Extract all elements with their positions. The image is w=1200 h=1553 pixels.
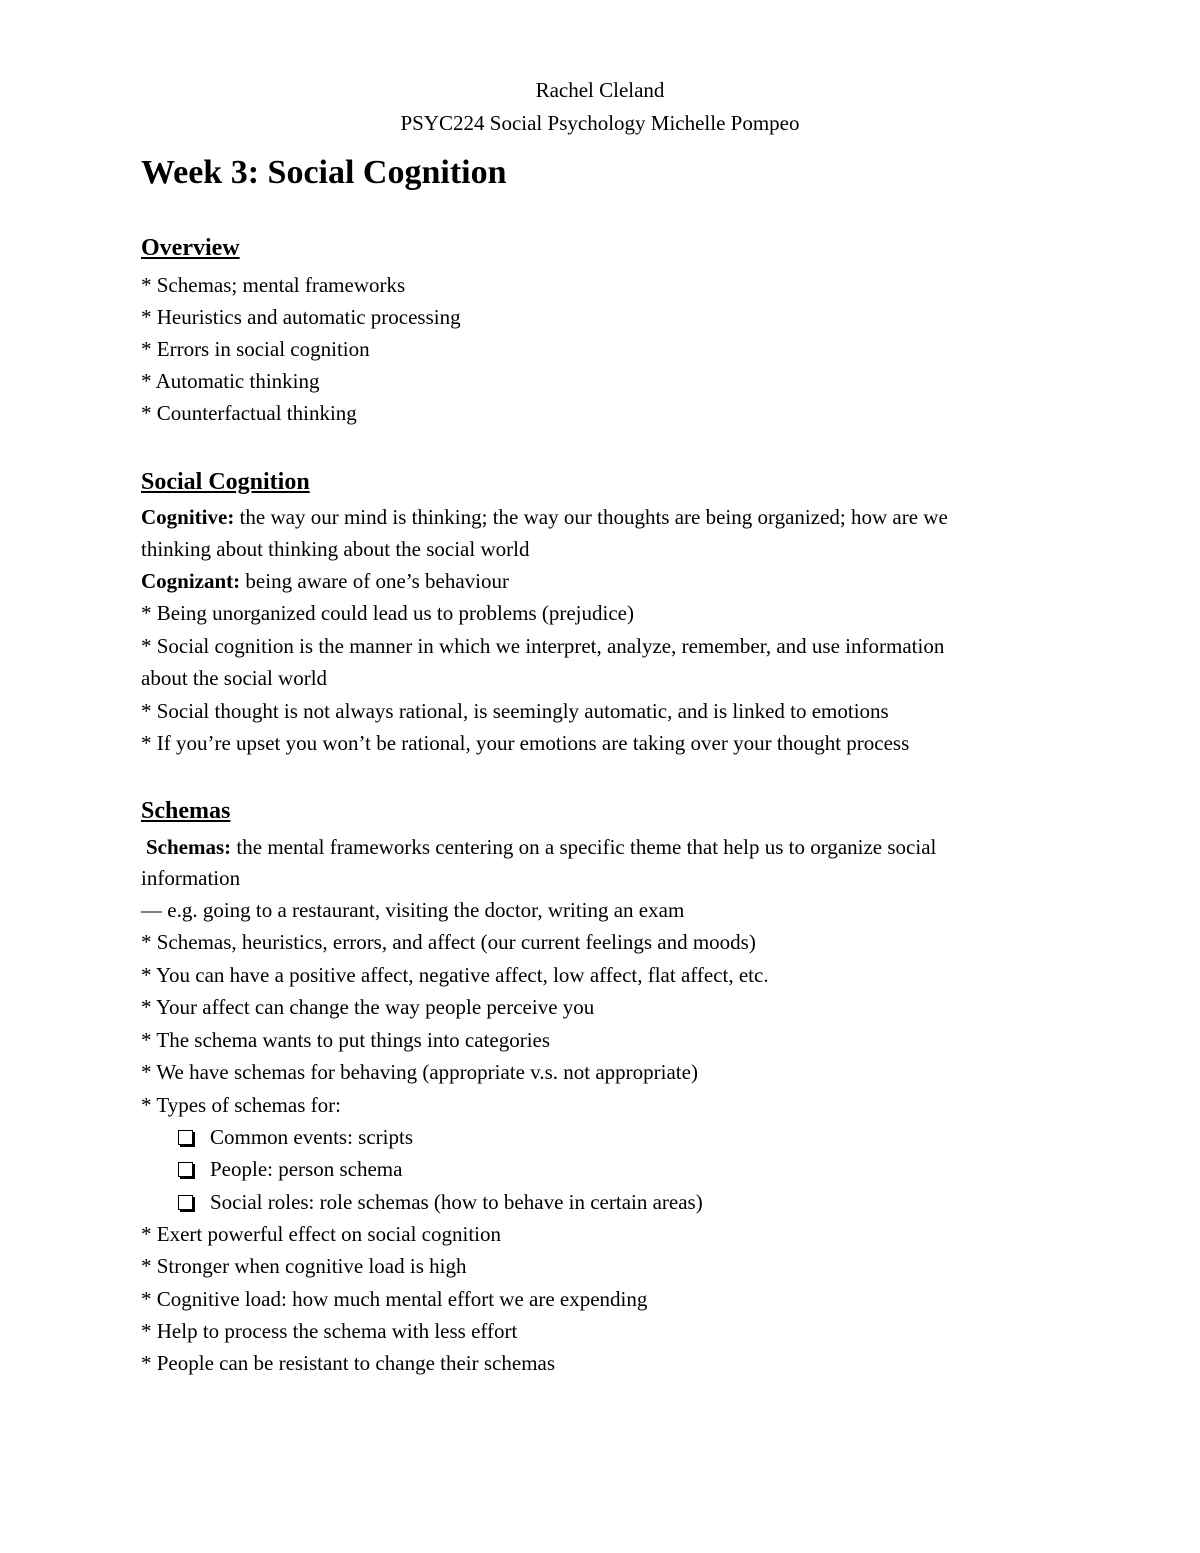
cognizant-term: Cognizant: <box>141 569 241 593</box>
cognitive-definition <box>141 501 1061 533</box>
schemas-item: * Schemas, heuristics, errors, and affect (our current feelings and moods) <box>141 930 756 954</box>
schemas-term: Schemas: <box>146 835 232 859</box>
overview-item: * Automatic thinking <box>141 369 320 393</box>
schemas-item: * Exert powerful effect on social cognition <box>141 1222 501 1246</box>
schemas-definition <box>146 831 1066 863</box>
schemas-item: — e.g. going to a restaurant, visiting the doctor, writing an exam <box>141 898 685 922</box>
overview-item: * Errors in social cognition <box>141 337 370 361</box>
social-cognition-item: * If you’re upset you won’t be rational, your emotions are taking over your thought process <box>141 731 910 755</box>
schema-type-item <box>178 1153 402 1185</box>
schema-type-label: Common events: scripts <box>210 1125 413 1149</box>
schemas-item: * Cognitive load: how much mental effort we are expending <box>141 1287 648 1311</box>
checkbox-bullet-icon <box>178 1162 193 1177</box>
overview-item: * Counterfactual thinking <box>141 401 357 425</box>
schemas-item: * Types of schemas for: <box>141 1093 341 1117</box>
social-cognition-item: about the social world <box>141 666 328 690</box>
overview-item: * Schemas; mental frameworks <box>141 273 406 297</box>
schemas-item: * Help to process the schema with less effort <box>141 1319 518 1343</box>
schemas-definition-continued: information <box>141 866 241 890</box>
cognizant-definition-text: being aware of one’s behaviour <box>240 569 509 593</box>
schema-type-label: People: person schema <box>210 1157 403 1181</box>
social-cognition-item: * Being unorganized could lead us to problems (prejudice) <box>141 601 634 625</box>
overview-item: * Heuristics and automatic processing <box>141 305 461 329</box>
schemas-item: * Stronger when cognitive load is high <box>141 1254 467 1278</box>
schema-type-item <box>178 1186 703 1218</box>
checkbox-bullet-icon <box>178 1195 193 1210</box>
schemas-heading: Schemas <box>141 798 231 824</box>
social-cognition-item: * Social cognition is the manner in which we interpret, analyze, remember, and use information <box>141 634 945 658</box>
cognitive-definition-text: the way our mind is thinking; the way our thoughts are being organized; how are we <box>234 505 948 529</box>
schema-type-label: Social roles: role schemas (how to behave in certain areas) <box>210 1190 703 1214</box>
author-name: Rachel Cleland <box>535 78 665 102</box>
schemas-item: * The schema wants to put things into categories <box>141 1028 551 1052</box>
page-title: Week 3: Social Cognition <box>141 154 507 191</box>
social-cognition-item: * Social thought is not always rational, is seemingly automatic, and is linked to emotions <box>141 699 889 723</box>
schemas-item: * We have schemas for behaving (appropriate v.s. not appropriate) <box>141 1060 698 1084</box>
schemas-item: * People can be resistant to change their schemas <box>141 1351 556 1375</box>
cognizant-definition <box>141 565 1061 597</box>
cognitive-term: Cognitive: <box>141 505 235 529</box>
schemas-item: * Your affect can change the way people perceive you <box>141 995 595 1019</box>
course-info: PSYC224 Social Psychology Michelle Pompeo <box>400 111 800 135</box>
checkbox-bullet-icon <box>178 1130 193 1145</box>
social-cognition-heading: Social Cognition <box>141 469 310 495</box>
schema-type-item <box>178 1121 413 1153</box>
cognitive-definition-continued: thinking about thinking about the social world <box>141 537 530 561</box>
overview-heading: Overview <box>141 235 240 261</box>
schemas-definition-text: the mental frameworks centering on a specific theme that help us to organize social <box>231 835 937 859</box>
schemas-item: * You can have a positive affect, negative affect, low affect, flat affect, etc. <box>141 963 769 987</box>
